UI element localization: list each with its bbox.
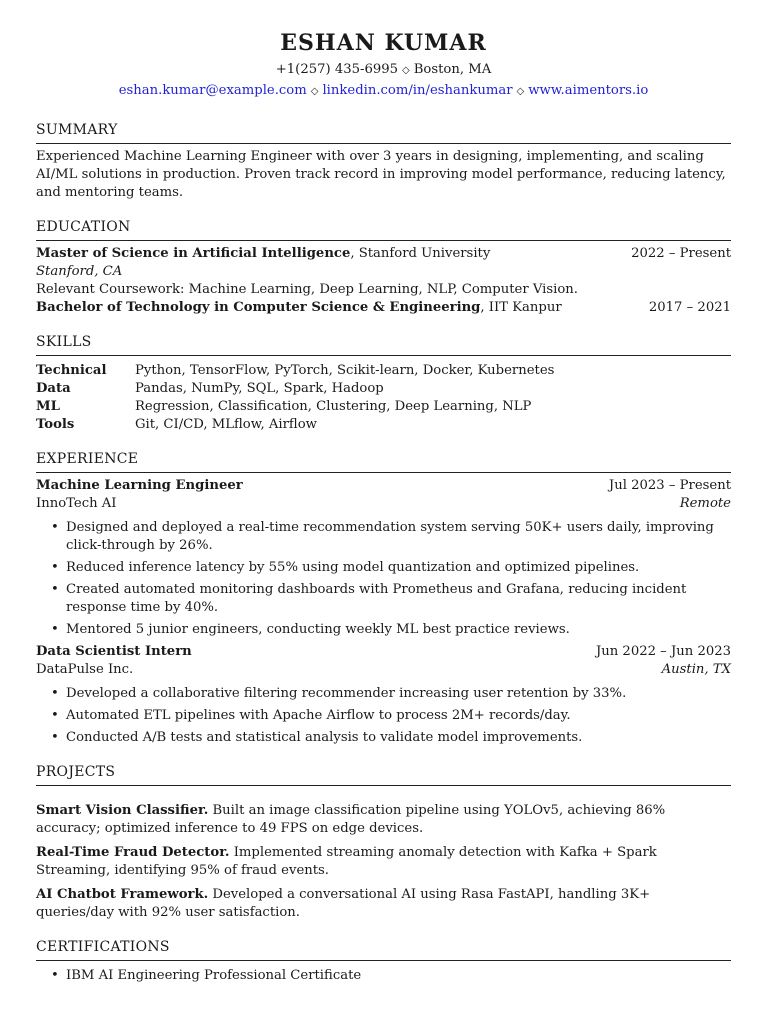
linkedin-link[interactable]: linkedin.com/in/eshankumar xyxy=(322,83,513,98)
section-heading: PROJECTS xyxy=(36,763,731,786)
diamond-separator-icon: ◇ xyxy=(516,86,525,97)
list-item: • Reduced inference latency by 55% using model quantization and optimized pipelines. xyxy=(66,559,731,577)
email-link[interactable]: eshan.kumar@example.com xyxy=(118,83,307,98)
projects-list xyxy=(36,802,731,922)
job-role: Machine Learning Engineer xyxy=(36,478,243,493)
job-company: InnoTech AI xyxy=(36,496,117,511)
job-company-row xyxy=(36,495,731,513)
job-bullets xyxy=(36,685,731,747)
list-item: • Developed a collaborative filtering recommender increasing user retention by 33%. xyxy=(66,685,731,703)
candidate-name: ESHAN KUMAR xyxy=(280,30,487,56)
summary-text: Experienced Machine Learning Engineer with over 3 years in designing, implementing, and scaling AI/ML solutions in production. Proven track record in improving model performance, reducing latency, and mentoring teams. xyxy=(36,149,726,200)
skills-table xyxy=(36,362,731,434)
section-heading: EXPERIENCE xyxy=(36,450,731,473)
section-heading: CERTIFICATIONS xyxy=(36,938,731,961)
phone-number: +1(257) 435-6995 xyxy=(275,62,399,77)
project-name: Real-Time Fraud Detector. xyxy=(36,845,230,860)
job-title-row xyxy=(36,643,731,661)
job-dates: Jul 2023 – Present xyxy=(608,478,731,493)
section-heading: SUMMARY xyxy=(36,121,731,144)
school: , IIT Kanpur xyxy=(480,300,562,315)
job-role: Data Scientist Intern xyxy=(36,644,192,659)
project-description: Implemented streaming anomaly detection with Kafka + Spark Streaming, identifying 95% of fraud events. xyxy=(36,845,657,878)
school: , Stanford University xyxy=(350,246,491,261)
experience-section xyxy=(36,450,731,747)
project-name: AI Chatbot Framework. xyxy=(36,887,209,902)
skill-value: Git, CI/CD, MLflow, Airflow xyxy=(135,417,317,432)
degree-line xyxy=(36,245,490,263)
certifications-list xyxy=(36,967,731,985)
education-dates: 2017 – 2021 xyxy=(648,300,731,315)
education-location: Stanford, CA xyxy=(36,264,123,279)
job-company-row xyxy=(36,661,731,679)
diamond-separator-icon: ◇ xyxy=(310,86,319,97)
location: Boston, MA xyxy=(413,62,492,77)
job-company: DataPulse Inc. xyxy=(36,662,134,677)
education-list xyxy=(36,245,731,317)
job-title-row xyxy=(36,477,731,495)
education-dates: 2022 – Present xyxy=(631,246,731,261)
skill-label: Tools xyxy=(36,417,75,432)
contact-line-1 xyxy=(36,61,731,80)
education-item xyxy=(36,245,731,299)
education-row xyxy=(36,299,731,317)
job-entry xyxy=(36,477,731,639)
list-item: • Designed and deployed a real-time recommendation system serving 50K+ users daily, improving click-through by 26%. xyxy=(66,519,731,555)
education-section xyxy=(36,218,731,317)
skill-value: Regression, Classification, Clustering, Deep Learning, NLP xyxy=(135,399,532,414)
list-item: • Conducted A/B tests and statistical analysis to validate model improvements. xyxy=(66,729,731,747)
degree: Master of Science in Artificial Intelligence xyxy=(36,246,351,261)
skill-label: ML xyxy=(36,399,60,414)
resume-page xyxy=(36,28,731,989)
skill-value: Pandas, NumPy, SQL, Spark, Hadoop xyxy=(135,381,384,396)
degree-line xyxy=(36,299,562,317)
skill-value: Python, TensorFlow, PyTorch, Scikit-learn, Docker, Kubernetes xyxy=(135,363,555,378)
job-dates: Jun 2022 – Jun 2023 xyxy=(595,644,731,659)
job-entry xyxy=(36,643,731,747)
education-row xyxy=(36,245,731,263)
project-item xyxy=(36,844,731,880)
list-item: • Automated ETL pipelines with Apache Airflow to process 2M+ records/day. xyxy=(66,707,731,725)
list-item: • IBM AI Engineering Professional Certificate xyxy=(66,967,731,985)
contact-line-2 xyxy=(36,82,731,101)
website-link[interactable]: www.aimentors.io xyxy=(528,83,649,98)
coursework: Relevant Coursework: Machine Learning, Deep Learning, NLP, Computer Vision. xyxy=(36,282,578,297)
projects-section xyxy=(36,763,731,922)
project-item xyxy=(36,886,731,922)
section-heading: SKILLS xyxy=(36,333,731,356)
summary-section xyxy=(36,121,731,202)
job-bullets xyxy=(36,519,731,639)
project-name: Smart Vision Classifier. xyxy=(36,803,209,818)
project-description: Built an image classification pipeline using YOLOv5, achieving 86% accuracy; optimized inference to 49 FPS on edge devices. xyxy=(36,803,666,836)
project-description: Developed a conversational AI using Rasa FastAPI, handling 3K+ queries/day with 92% user satisfaction. xyxy=(36,887,651,920)
skill-label: Data xyxy=(36,381,71,396)
certifications-section xyxy=(36,938,731,985)
project-item xyxy=(36,802,731,838)
resume-header xyxy=(36,28,731,101)
job-location: Austin, TX xyxy=(661,662,731,677)
list-item: • Mentored 5 junior engineers, conducting weekly ML best practice reviews. xyxy=(66,621,731,639)
job-location: Remote xyxy=(679,496,731,511)
education-item xyxy=(36,299,731,317)
section-heading: EDUCATION xyxy=(36,218,731,241)
list-item: • Created automated monitoring dashboards with Prometheus and Grafana, reducing incident response time by 40%. xyxy=(66,581,731,617)
skills-section xyxy=(36,333,731,434)
diamond-separator-icon: ◇ xyxy=(402,65,410,76)
skill-label: Technical xyxy=(36,363,107,378)
degree: Bachelor of Technology in Computer Science & Engineering xyxy=(36,300,481,315)
